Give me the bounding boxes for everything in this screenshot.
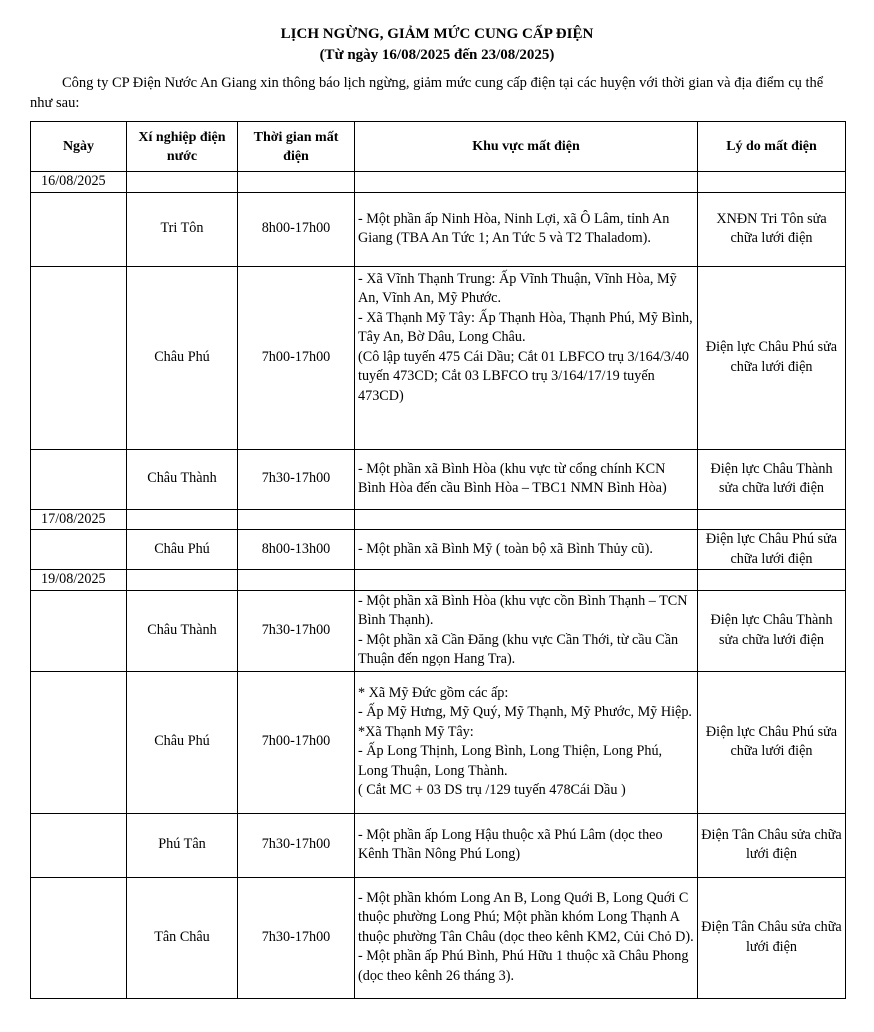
area-cell	[355, 813, 698, 877]
date-row	[31, 509, 846, 530]
area-line: - Một phần ấp Phú Bình, Phú Hữu 1 thuộc xã Châu Phong (dọc theo kênh 26 tháng 3).	[358, 948, 689, 984]
area-line: - Một phần ấp Ninh Hòa, Ninh Lợi, xã Ô Lâm, tỉnh An Giang (TBA An Tức 1; An Tức 5 và T2 Thaladom).	[358, 210, 670, 246]
reason-cell: XNĐN Tri Tôn sửa chữa lưới điện	[698, 192, 846, 266]
area-cell	[355, 449, 698, 509]
area-line: - Một phần xã Bình Mỹ ( toàn bộ xã Bình Thủy cũ).	[358, 540, 653, 557]
area-line: - Ấp Long Thịnh, Long Bình, Long Thiện, Long Phú, Long Thuận, Long Thành.	[358, 743, 663, 779]
header-time: Thời gian mất điện	[238, 122, 355, 172]
area-line: - Xã Thạnh Mỹ Tây: Ấp Thạnh Hòa, Thạnh Phú, Mỹ Bình, Tây An, Bờ Dâu, Long Châu.	[358, 309, 693, 345]
time-cell: 7h30-17h00	[238, 590, 355, 671]
header-date: Ngày	[31, 122, 127, 172]
area-cell	[355, 877, 698, 998]
unit-cell: Châu Thành	[127, 449, 238, 509]
area-cell	[355, 192, 698, 266]
time-cell: 7h30-17h00	[238, 449, 355, 509]
area-line: - Một phần xã Cần Đăng (khu vực Cần Thới, từ cầu Cần Thuận đến ngọn Hang Tra).	[358, 631, 679, 667]
area-cell	[355, 530, 698, 570]
area-cell	[355, 266, 698, 449]
table-row	[31, 192, 846, 266]
header-reason: Lý do mất điện	[698, 122, 846, 172]
time-cell: 8h00-17h00	[238, 192, 355, 266]
date-row	[31, 570, 846, 591]
area-line: - Một phần xã Bình Hòa (khu vực từ cổng chính KCN Bình Hòa đến cầu Bình Hòa – TBC1 NMN Bình Hòa)	[358, 460, 667, 496]
unit-cell: Châu Phú	[127, 530, 238, 570]
area-line: (Cô lập tuyến 475 Cái Dầu; Cắt 01 LBFCO trụ 3/164/3/40 tuyến 473CD; Cắt 03 LBFCO trụ 3/164/17/19 tuyến 473CD)	[358, 348, 690, 404]
date-cell: 17/08/2025	[31, 509, 127, 530]
document-subtitle: (Từ ngày 16/08/2025 đến 23/08/2025)	[319, 47, 555, 63]
reason-cell: Điện Tân Châu sửa chữa lưới điện	[698, 813, 846, 877]
reason-cell: Điện Tân Châu sửa chữa lưới điện	[698, 877, 846, 998]
area-line: - Một phần ấp Long Hậu thuộc xã Phú Lâm (dọc theo Kênh Thần Nông Phú Long)	[358, 826, 663, 862]
table-row	[31, 671, 846, 813]
area-line: - Ấp Mỹ Hưng, Mỹ Quý, Mỹ Thạnh, Mỹ Phước, Mỹ Hiệp.	[358, 704, 692, 720]
unit-cell: Châu Phú	[127, 266, 238, 449]
area-line: - Xã Vĩnh Thạnh Trung: Ấp Vĩnh Thuận, Vĩnh Hòa, Mỹ An, Vĩnh An, Mỹ Phước.	[358, 270, 677, 306]
area-line: *Xã Thạnh Mỹ Tây:	[358, 723, 474, 740]
area-cell	[355, 671, 698, 813]
table-row	[31, 530, 846, 570]
reason-cell: Điện lực Châu Thành sửa chữa lưới điện	[698, 449, 846, 509]
time-cell: 8h00-13h00	[238, 530, 355, 570]
time-cell: 7h00-17h00	[238, 266, 355, 449]
area-line: ( Cắt MC + 03 DS trụ /129 tuyến 478Cái Dầu )	[358, 782, 626, 798]
header-unit: Xí nghiệp điện nước	[127, 122, 238, 172]
time-cell: 7h00-17h00	[238, 671, 355, 813]
area-line: * Xã Mỹ Đức gồm các ấp:	[358, 684, 509, 701]
area-line: - Một phần khóm Long An B, Long Quới B, Long Quới C thuộc phường Long Phú; Một phần khóm Long Thạnh A thuộc phường Tân Châu (dọc theo kênh KM2, Củi Chỏ D).	[358, 889, 694, 945]
unit-cell: Châu Phú	[127, 671, 238, 813]
outage-schedule-table	[30, 121, 846, 999]
time-cell: 7h30-17h00	[238, 877, 355, 998]
table-row	[31, 813, 846, 877]
unit-cell: Châu Thành	[127, 590, 238, 671]
date-cell: 19/08/2025	[31, 570, 127, 591]
table-row	[31, 449, 846, 509]
unit-cell: Tri Tôn	[127, 192, 238, 266]
reason-cell: Điện lực Châu Phú sửa chữa lưới điện	[698, 530, 846, 570]
table-header-row	[31, 122, 846, 172]
area-line: - Một phần xã Bình Hòa (khu vực cồn Bình Thạnh – TCN Bình Thạnh).	[358, 592, 688, 628]
date-cell: 16/08/2025	[31, 172, 127, 193]
table-row	[31, 877, 846, 998]
unit-cell: Tân Châu	[127, 877, 238, 998]
date-row	[31, 172, 846, 193]
reason-cell: Điện lực Châu Phú sửa chữa lưới điện	[698, 671, 846, 813]
unit-cell: Phú Tân	[127, 813, 238, 877]
table-row	[31, 590, 846, 671]
reason-cell: Điện lực Châu Phú sửa chữa lưới điện	[698, 266, 846, 449]
intro-paragraph: Công ty CP Điện Nước An Giang xin thông báo lịch ngừng, giảm mức cung cấp điện tại các huyện với thời gian và địa điểm cụ thể như sau:	[30, 75, 824, 111]
header-area: Khu vực mất điện	[355, 122, 698, 172]
area-cell	[355, 590, 698, 671]
reason-cell: Điện lực Châu Thành sửa chữa lưới điện	[698, 590, 846, 671]
document-title: LỊCH NGỪNG, GIẢM MỨC CUNG CẤP ĐIỆN	[280, 26, 594, 42]
table-row	[31, 266, 846, 449]
time-cell: 7h30-17h00	[238, 813, 355, 877]
